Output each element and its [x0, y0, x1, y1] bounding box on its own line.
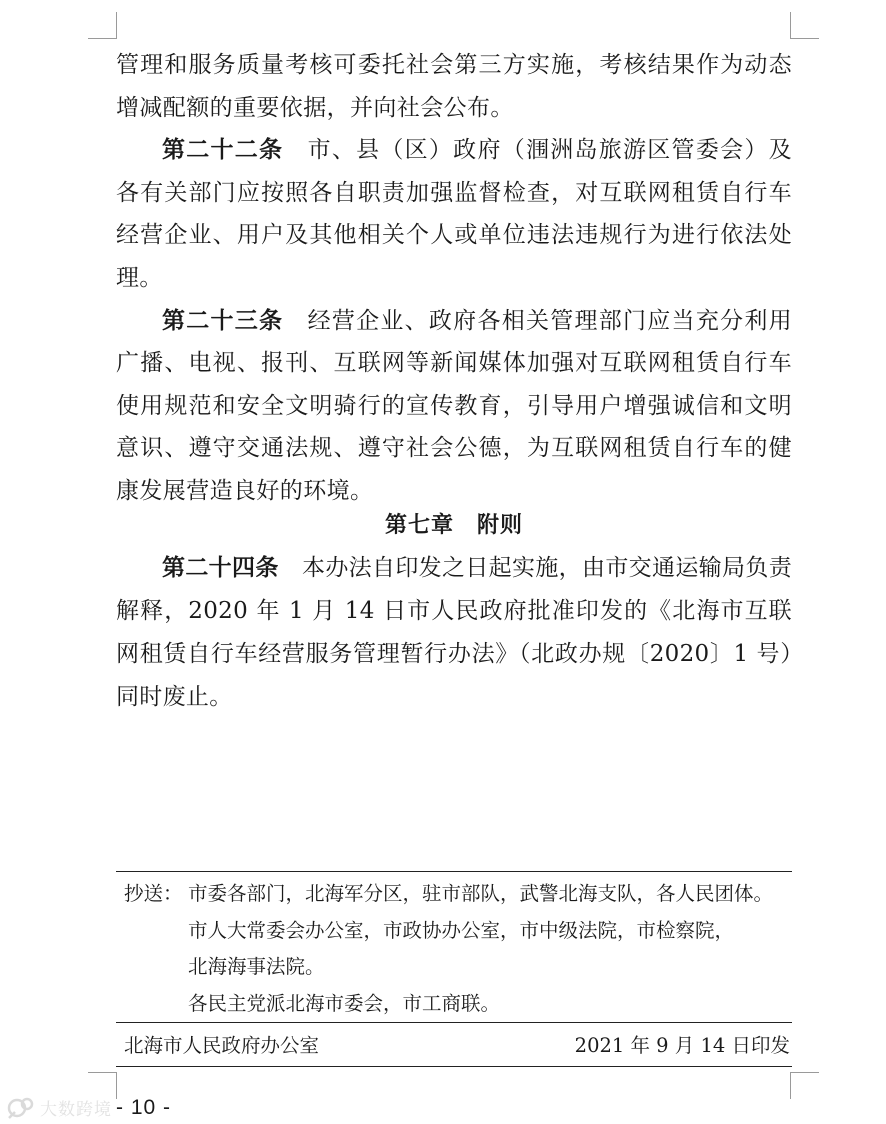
- distribution-line-1: 市委各部门，北海军分区，驻市部队，武警北海支队，各人民团体。: [188, 882, 774, 905]
- article-24: [116, 546, 792, 719]
- distribution-line-4: 各民主党派北海市委会，市工商联。: [188, 991, 501, 1015]
- watermark: [6, 1094, 112, 1120]
- article-22-text: 市、县（区）政府（涠洲岛旅游区管委会）及各有关部门应按照各自职责加强监督检查，对互联网租赁自行车经营企业、用户及其他相关个人或单位违法违规行为进行依法处理。: [116, 137, 793, 291]
- issuer-name: 北海市人民政府办公室: [124, 1034, 320, 1057]
- distribution-line-3: 北海海事法院。: [188, 955, 325, 978]
- article-22-number: 第二十二条: [162, 136, 284, 164]
- crop-mark-top-right: [790, 12, 819, 39]
- page-number: - 10 -: [116, 1096, 172, 1119]
- article-23: [116, 300, 792, 513]
- crop-mark-bottom-right: [790, 1072, 819, 1099]
- article-23-text: 经营企业、政府各相关管理部门应当充分利用广播、电视、报刊、互联网等新闻媒体加强对互联网租赁自行车使用规范和安全文明骑行的宣传教育，引导用户增强诚信和文明意识、遵守交通法规、遵守社会公德，为互联网租赁自行车的健康发展营造良好的环境。: [116, 307, 793, 504]
- watermark-text: 大数跨境: [40, 1099, 112, 1120]
- divider-bottom: [116, 1066, 792, 1067]
- watermark-logo-icon: [6, 1094, 36, 1120]
- article-24-text: 本办法自印发之日起实施，由市交通运输局负责解释，2020 年 1 月 14 日市人民政府批准印发的《北海市互联网租赁自行车经营服务管理暂行办法》（北政办规〔2020〕1 号）同时废止。: [116, 555, 792, 710]
- crop-mark-top-left: [88, 12, 117, 39]
- chapter-heading: 第七章 附则: [384, 513, 523, 538]
- divider-middle: [116, 1022, 792, 1023]
- paragraph-continuation: 管理和服务质量考核可委托社会第三方实施，考核结果作为动态增减配额的重要依据，并向社会公布。: [116, 52, 792, 121]
- body-text-appendix: [116, 546, 792, 719]
- distribution-line-2: 市人大常委会办公室，市政协办公室，市中级法院，市检察院，: [188, 918, 735, 942]
- distribution-list: [124, 876, 792, 1022]
- body-text: [116, 44, 792, 513]
- issue-date: 2021 年 9 月 14 日印发: [574, 1034, 790, 1057]
- article-23-number: 第二十三条: [162, 306, 284, 334]
- article-22: [116, 129, 792, 299]
- article-24-number: 第二十四条: [162, 554, 279, 581]
- distribution-label: 抄送：: [124, 882, 183, 905]
- divider-top: [116, 871, 792, 872]
